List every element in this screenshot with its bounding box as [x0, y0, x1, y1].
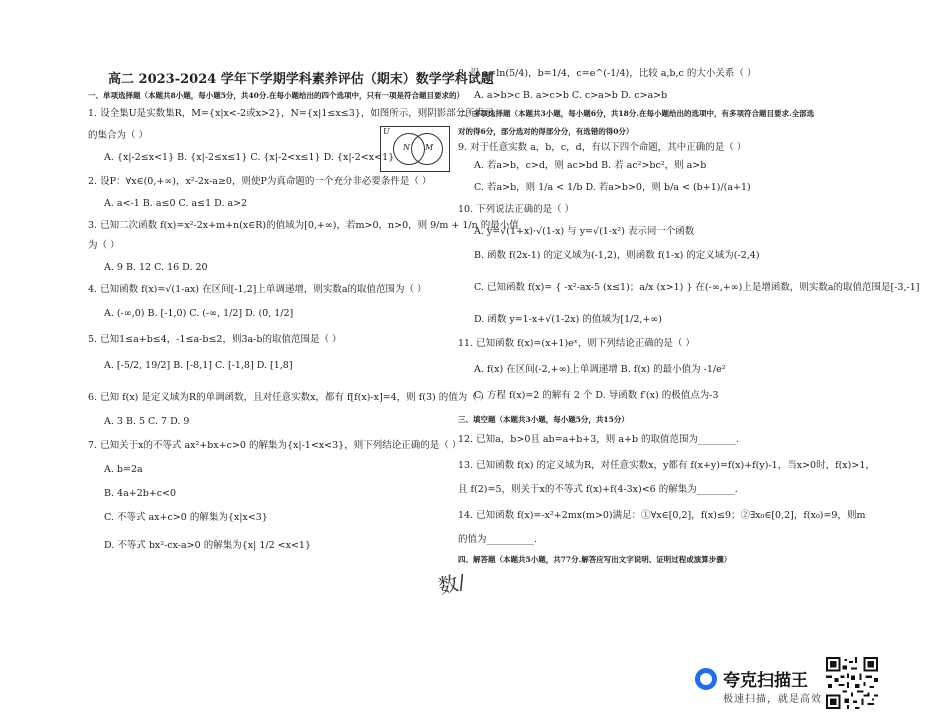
venn-label-m: M: [425, 143, 434, 152]
right-line-16: 12. 已知a，b>0且 ab=a+b+3，则 a+b 的取值范围为________.: [458, 434, 740, 445]
left-line-16: A. b=2a: [104, 464, 143, 475]
left-line-12: A. [-5/2, 19/2] B. [-8,1] C. [-1,8] D. [1,8]: [104, 360, 293, 371]
left-line-10: A. (-∞,0) B. [-1,0) C. (-∞, 1/2] D. (0, 1/2]: [104, 308, 294, 319]
right-line-6: C. 若a>b，则 1/a < 1/b D. 若a>b>0，则 b/a < (b+1)/(a+1): [474, 182, 751, 193]
right-line-9: B. 函数 f(2x-1) 的定义域为(-1,2)，则函数 f(1-x) 的定义域为(-2,4): [474, 250, 760, 261]
left-line-19: D. 不等式 bx²-cx-a>0 的解集为{x| 1/2 <x<1}: [104, 540, 312, 551]
left-line-17: B. 4a+2b+c<0: [104, 488, 177, 499]
left-line-1: 1. 设全集U是实数集R，M={x|x<-2或x>2}，N={x|1≤x≤3}，如图所示，则阴影部分所表示: [88, 108, 494, 119]
left-line-0: 一、单项选择题（本题共8小题，每小题5分，共40分.在每小题给出的四个选项中，只有一项是符合题目要求的）: [88, 91, 464, 100]
right-line-5: A. 若a>b，c>d，则 ac>bd B. 若 ac²>bc²，则 a>b: [474, 160, 707, 171]
scanner-logo-icon: [695, 668, 717, 690]
left-line-15: 7. 已知关于x的不等式 ax²+bx+c>0 的解集为{x|-1<x<3}，则下列结论正确的是（ ）: [88, 440, 462, 451]
right-line-3: 对的得6分，部分选对的得部分分，有选错的得0分）: [458, 127, 634, 136]
qr-code-icon: [826, 657, 878, 709]
right-line-0: 8. 设 a=ln(5/4)，b=1/4，c=e^(-1/4)，比较 a,b,c 的大小关系（ ）: [458, 68, 757, 79]
right-line-18: 且 f(2)=5，则关于x的不等式 f(x)+f(4-3x)<6 的解集为________.: [458, 484, 738, 495]
handwritten-mark: 数/: [436, 569, 468, 599]
left-line-4: 2. 设P：∀x∈(0,+∞)，x²-2x-a≥0，则使P为真命题的一个充分非必要条件是（ ）: [88, 176, 432, 187]
left-line-9: 4. 已知函数 f(x)=√(1-ax) 在区间[-1,2]上单调递增，则实数a的取值范围为（ ）: [88, 284, 427, 295]
left-line-5: A. a<-1 B. a≤0 C. a≤1 D. a>2: [104, 198, 248, 209]
left-line-14: A. 3 B. 5 C. 7 D. 9: [104, 416, 190, 427]
left-line-6: 3. 已知二次函数 f(x)=x²-2x+m+n(x∈R)的值域为[0,+∞)，若m>0，n>0，则 9/m + 1/n 的最小值: [88, 220, 519, 231]
right-line-2: 二、多项选择题（本题共3小题，每小题6分，共18分.在每小题给出的选项中，有多项符合题目要求.全部选: [458, 109, 815, 118]
right-line-20: 的值为__________.: [458, 534, 538, 545]
right-line-17: 13. 已知函数 f(x) 的定义域为R，对任意实数x，y都有 f(x+y)=f(x)+f(y)-1，当x>0时，f(x)>1，: [458, 460, 875, 471]
left-line-8: A. 9 B. 12 C. 16 D. 20: [104, 262, 208, 273]
scanner-slogan: 极速扫描，就是高效: [723, 694, 822, 705]
venn-label-n: N: [403, 143, 410, 152]
left-line-7: 为（ ）: [88, 240, 120, 251]
right-line-4: 9. 对于任意实数 a，b，c，d，有以下四个命题，其中正确的是（ ）: [458, 142, 747, 153]
right-line-14: C. 方程 f(x)=2 的解有 2 个 D. 导函数 f′(x) 的极值点为-3: [474, 390, 719, 401]
left-line-13: 6. 已知 f(x) 是定义域为R的单调函数，且对任意实数x，都有 f[f(x)-x]=4，则 f(3) 的值为（ ）: [88, 392, 490, 403]
right-line-13: A. f(x) 在区间(-2,+∞)上单调递增 B. f(x) 的最小值为 -1/e²: [474, 364, 726, 375]
right-line-11: D. 函数 y=1-x+√(1-2x) 的值域为[1/2,+∞): [474, 314, 662, 325]
scanner-brand-name: 夸克扫描王: [723, 671, 808, 691]
left-line-2: 的集合为（ ）: [88, 130, 149, 141]
right-line-10: C. 已知函数 f(x)= { -x²-ax-5 (x≤1)；a/x (x>1) } 在(-∞,+∞)上是增函数，则实数a的取值范围是[-3,-1]: [474, 282, 920, 293]
right-line-15: 三、填空题（本题共3小题，每小题5分，共15分）: [458, 415, 629, 424]
venn-diagram: [380, 126, 450, 172]
right-line-1: A. a>b>c B. a>c>b C. c>a>b D. c>a>b: [474, 90, 668, 101]
right-line-7: 10. 下列说法正确的是（ ）: [458, 204, 575, 215]
exam-title: 高二 2023-2024 学年下学期学科素养评估（期末）数学学科试题: [108, 72, 494, 87]
left-line-18: C. 不等式 ax+c>0 的解集为{x|x<3}: [104, 512, 268, 523]
right-line-8: A. y=√(1+x)·√(1-x) 与 y=√(1-x²) 表示同一个函数: [474, 226, 695, 237]
left-line-3: A. {x|-2≤x<1} B. {x|-2≤x≤1} C. {x|-2<x≤1} D. {x|-2<x<1}: [104, 152, 395, 163]
left-line-11: 5. 已知1≤a+b≤4，-1≤a-b≤2，则3a-b的取值范围是（ ）: [88, 334, 342, 345]
right-line-21: 四、解答题（本题共5小题，共77分.解答应写出文字说明、证明过程或演算步骤）: [458, 555, 732, 564]
right-line-12: 11. 已知函数 f(x)=(x+1)eˣ，则下列结论正确的是（ ）: [458, 338, 695, 349]
venn-label-u: U: [383, 127, 390, 136]
right-line-19: 14. 已知函数 f(x)=-x²+2mx(m>0)满足：①∀x∈[0,2]，f(x)≤9；②∃x₀∈[0,2]，f(x₀)=9，则m: [458, 510, 866, 521]
